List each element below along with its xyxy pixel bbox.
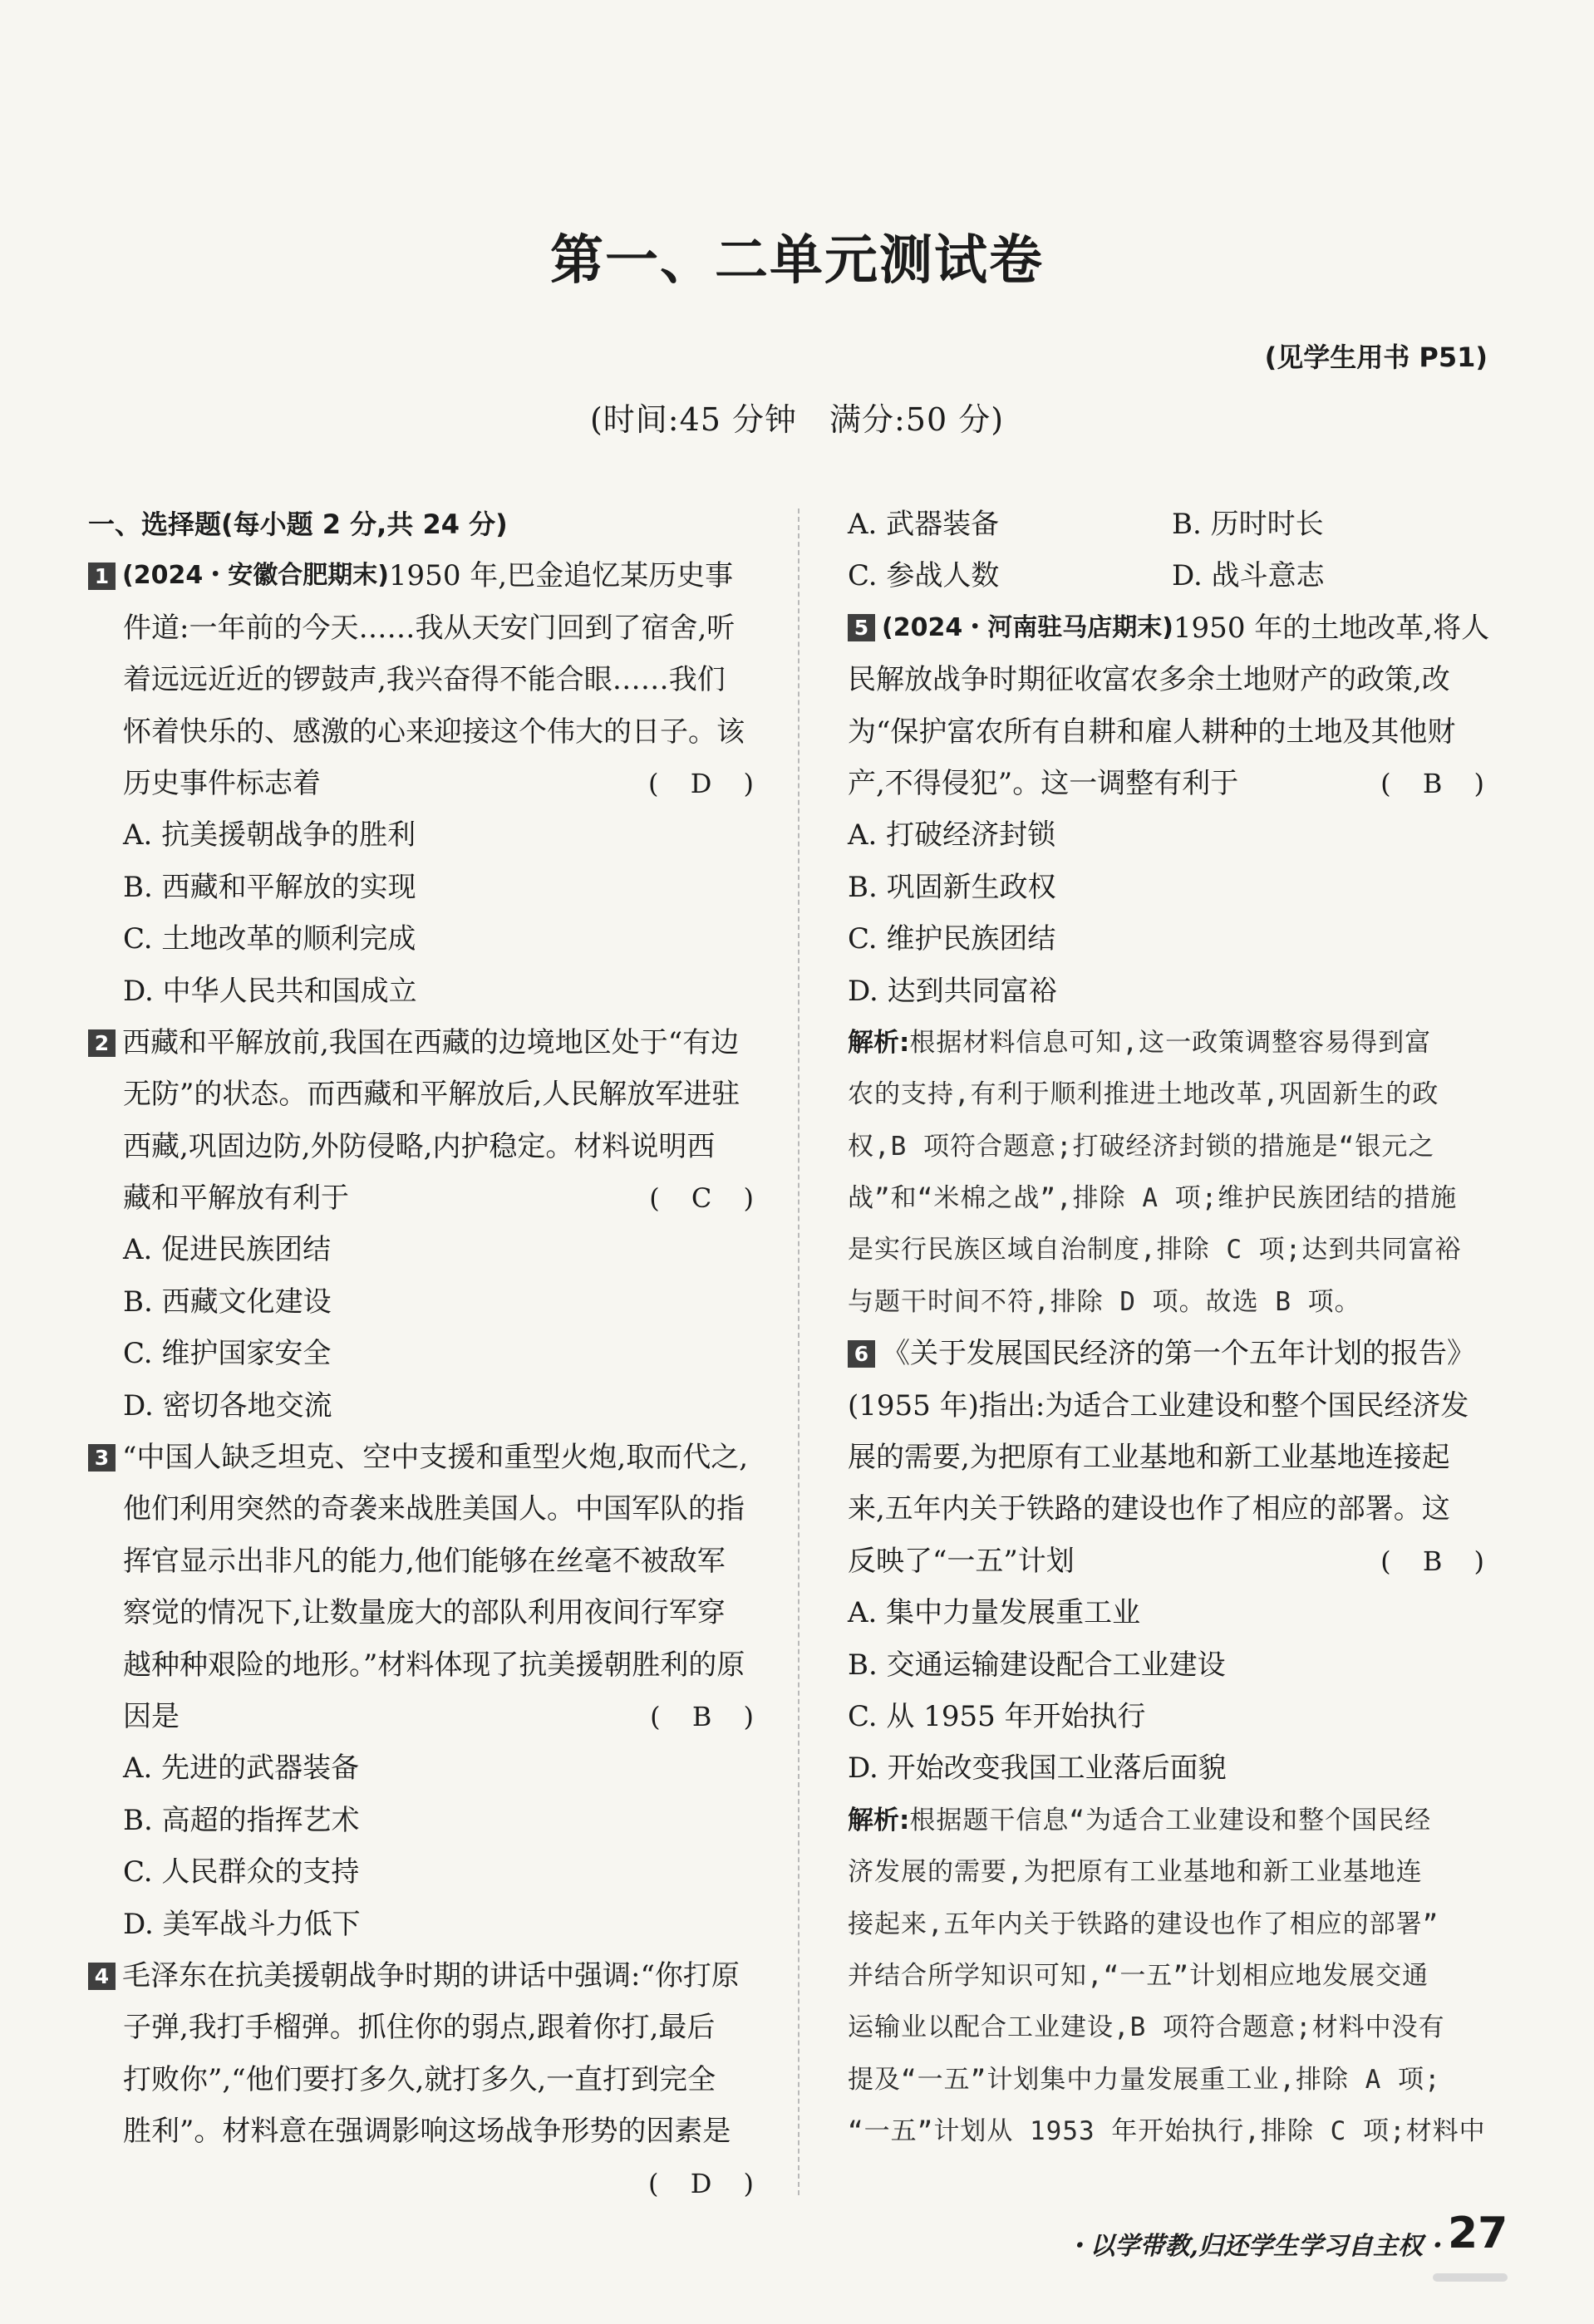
analysis-text: 根据题干信息“为适合工业建设和整个国民经	[909, 1805, 1432, 1835]
analysis-label: 解析:	[848, 1027, 910, 1058]
question-text: 《关于发展国民经济的第一个五年计划的报告》	[882, 1337, 1475, 1371]
option: D. 开始改变我国工业落后面貌	[848, 1752, 1227, 1786]
question-text: 怀着快乐的、感激的心来迎接这个伟大的日子。该	[123, 715, 745, 749]
option: D. 美军战斗力低下	[123, 1907, 361, 1941]
question-5-stem	[848, 602, 1496, 654]
question-text: 藏和平解放有利于	[123, 1182, 349, 1216]
question-text: 子弹,我打手榴弹。抓住你的弱点,跟着你打,最后	[123, 2011, 716, 2045]
footer-slogan: ・以学带教,归还学生学习自主权・	[1065, 2232, 1448, 2261]
option: C. 从 1955 年开始执行	[848, 1699, 1146, 1733]
option: C. 土地改革的顺利完成	[123, 922, 416, 956]
option: A. 先进的武器装备	[123, 1752, 360, 1786]
option: B. 西藏和平解放的实现	[123, 870, 416, 904]
option: A. 促进民族团结	[123, 1233, 332, 1267]
question-text: 挥官显示出非凡的能力,他们能够在丝毫不被敌军	[123, 1544, 726, 1578]
page-edge-mark	[1433, 2273, 1508, 2282]
answer-mark: ( B )	[1380, 1545, 1496, 1577]
option: D. 达到共同富裕	[848, 974, 1057, 1008]
option-row	[848, 550, 1496, 602]
question-number-badge: 2	[88, 1029, 116, 1057]
question-number-badge: 3	[88, 1444, 116, 1472]
section-heading: 一、选择题(每小题 2 分,共 24 分)	[88, 509, 508, 540]
question-6-stem	[848, 1328, 1496, 1379]
question-3-stem	[88, 1432, 765, 1483]
question-source: (2024・安徽合肥期末)	[122, 561, 389, 591]
question-text: (1955 年)指出:为适合工业建设和整个国民经济发	[848, 1388, 1469, 1422]
analysis-text: 根据材料信息可知,这一政策调整容易得到富	[909, 1027, 1432, 1058]
analysis-label: 解析:	[848, 1805, 910, 1835]
question-2-stem	[88, 1017, 765, 1069]
option: B. 巩固新生政权	[848, 870, 1056, 904]
option: C. 维护国家安全	[123, 1337, 332, 1371]
question-text: 西藏,巩固边防,外防侵略,内护稳定。材料说明西	[123, 1129, 716, 1163]
right-column	[848, 499, 1496, 2158]
answer-mark: ( D )	[648, 2167, 765, 2199]
question-number-badge: 6	[848, 1340, 875, 1368]
question-source: (2024・河南驻马店期末)	[882, 612, 1173, 642]
textbook-reference: (见学生用书 P51)	[1264, 341, 1488, 373]
option: B. 交通运输建设配合工业建设	[848, 1648, 1226, 1682]
left-column	[88, 499, 765, 2209]
question-answer-line	[88, 2158, 765, 2209]
question-text: 产,不得侵犯”。这一调整有利于	[848, 766, 1239, 800]
analysis-text: “一五”计划从 1953 年开始执行,排除 C 项;材料中	[848, 2116, 1486, 2147]
analysis-text: 权,B 项符合题意;打破经济封锁的措施是“银元之	[848, 1131, 1435, 1162]
question-text: 展的需要,为把原有工业基地和新工业基地连接起	[848, 1441, 1450, 1475]
question-text: 为“保护富农所有自耕和雇人耕种的土地及其他财	[848, 715, 1456, 749]
option: D. 战斗意志	[1172, 559, 1325, 593]
question-text: 察觉的情况下,让数量庞大的部队利用夜间行军穿	[123, 1596, 726, 1630]
option: A. 武器装备	[848, 508, 1000, 541]
answer-mark: ( B )	[650, 1700, 765, 1732]
question-text: 民解放战争时期征收富农多余土地财产的政策,改	[848, 663, 1450, 697]
question-text: 1950 年的土地改革,将人	[1173, 611, 1490, 645]
option: B. 高超的指挥艺术	[123, 1803, 360, 1837]
exam-time-score: (时间:45 分钟 满分:50 分)	[589, 401, 1005, 438]
option: C. 维护民族团结	[848, 922, 1056, 956]
option: C. 参战人数	[848, 559, 1000, 593]
question-text-last	[848, 758, 1496, 809]
analysis-text: 是实行民族区域自治制度,排除 C 项;达到共同富裕	[848, 1235, 1462, 1265]
question-4-stem	[88, 1950, 765, 2002]
question-text: 反映了“一五”计划	[848, 1544, 1075, 1578]
answer-mark: ( B )	[1380, 767, 1496, 799]
option: D. 中华人民共和国成立	[123, 974, 417, 1008]
option-row	[848, 499, 1496, 550]
question-text-last	[88, 758, 765, 809]
option: A. 集中力量发展重工业	[848, 1596, 1141, 1630]
option: A. 打破经济封锁	[848, 818, 1056, 852]
option: C. 人民群众的支持	[123, 1855, 360, 1889]
analysis-text: 运输业以配合工业建设,B 项符合题意;材料中没有	[848, 2012, 1445, 2043]
analysis-text: 接起来,五年内关于铁路的建设也作了相应的部署”	[848, 1909, 1439, 1939]
analysis-text: 与题干时间不符,排除 D 项。故选 B 项。	[848, 1286, 1361, 1317]
question-1-stem	[88, 550, 765, 602]
question-text-last	[88, 1172, 765, 1224]
question-number-badge: 5	[848, 614, 875, 641]
page-title: 第一、二单元测试卷	[550, 230, 1044, 292]
question-text: 毛泽东在抗美援朝战争时期的讲话中强调:“你打原	[122, 1958, 740, 1992]
page-number: 27	[1448, 2209, 1508, 2258]
question-text-last	[848, 1535, 1496, 1587]
analysis-text: 农的支持,有利于顺利推进土地改革,巩固新生的政	[848, 1079, 1439, 1110]
question-text: 胜利”。材料意在强调影响这场战争形势的因素是	[123, 2115, 731, 2149]
analysis-text: 提及“一五”计划集中力量发展重工业,排除 A 项;	[848, 2064, 1441, 2095]
question-text: 历史事件标志着	[123, 766, 321, 800]
answer-mark: ( D )	[648, 767, 765, 799]
question-number-badge: 4	[88, 1963, 116, 1990]
question-text: 件道:一年前的今天……我从天安门回到了宿舍,听	[123, 611, 736, 645]
option: A. 抗美援朝战争的胜利	[123, 818, 416, 852]
analysis-line	[848, 1017, 1496, 1069]
question-text: 他们利用突然的奇袭来战胜美国人。中国军队的指	[123, 1492, 745, 1526]
option: B. 历时时长	[1172, 508, 1324, 541]
analysis-text: 并结合所学知识可知,“一五”计划相应地发展交通	[848, 1960, 1429, 1991]
analysis-text: 战”和“米棉之战”,排除 A 项;维护民族团结的措施	[848, 1183, 1458, 1214]
question-text: 因是	[123, 1699, 180, 1733]
question-text: 越种种艰险的地形。”材料体现了抗美援朝胜利的原	[123, 1648, 745, 1682]
answer-mark: ( C )	[649, 1182, 765, 1215]
question-text-last	[88, 1691, 765, 1742]
option: D. 密切各地交流	[123, 1388, 332, 1422]
question-text: 打败你”,“他们要打多久,就打多久,一直打到完全	[123, 2062, 716, 2096]
analysis-text: 济发展的需要,为把原有工业基地和新工业基地连	[848, 1857, 1423, 1888]
question-text: 西藏和平解放前,我国在西藏的边境地区处于“有边	[122, 1025, 740, 1059]
question-text: 无防”的状态。而西藏和平解放后,人民解放军进驻	[123, 1078, 740, 1112]
question-text: “中国人缺乏坦克、空中支援和重型火炮,取而代之,	[122, 1441, 748, 1475]
option: B. 西藏文化建设	[123, 1285, 332, 1319]
question-text: 来,五年内关于铁路的建设也作了相应的部署。这	[848, 1492, 1450, 1526]
question-text: 1950 年,巴金追忆某历史事	[388, 559, 734, 593]
column-divider	[798, 509, 799, 2195]
question-number-badge: 1	[88, 563, 116, 590]
question-text: 着远远近近的锣鼓声,我兴奋得不能合眼……我们	[123, 663, 726, 697]
analysis-line	[848, 1795, 1496, 1846]
